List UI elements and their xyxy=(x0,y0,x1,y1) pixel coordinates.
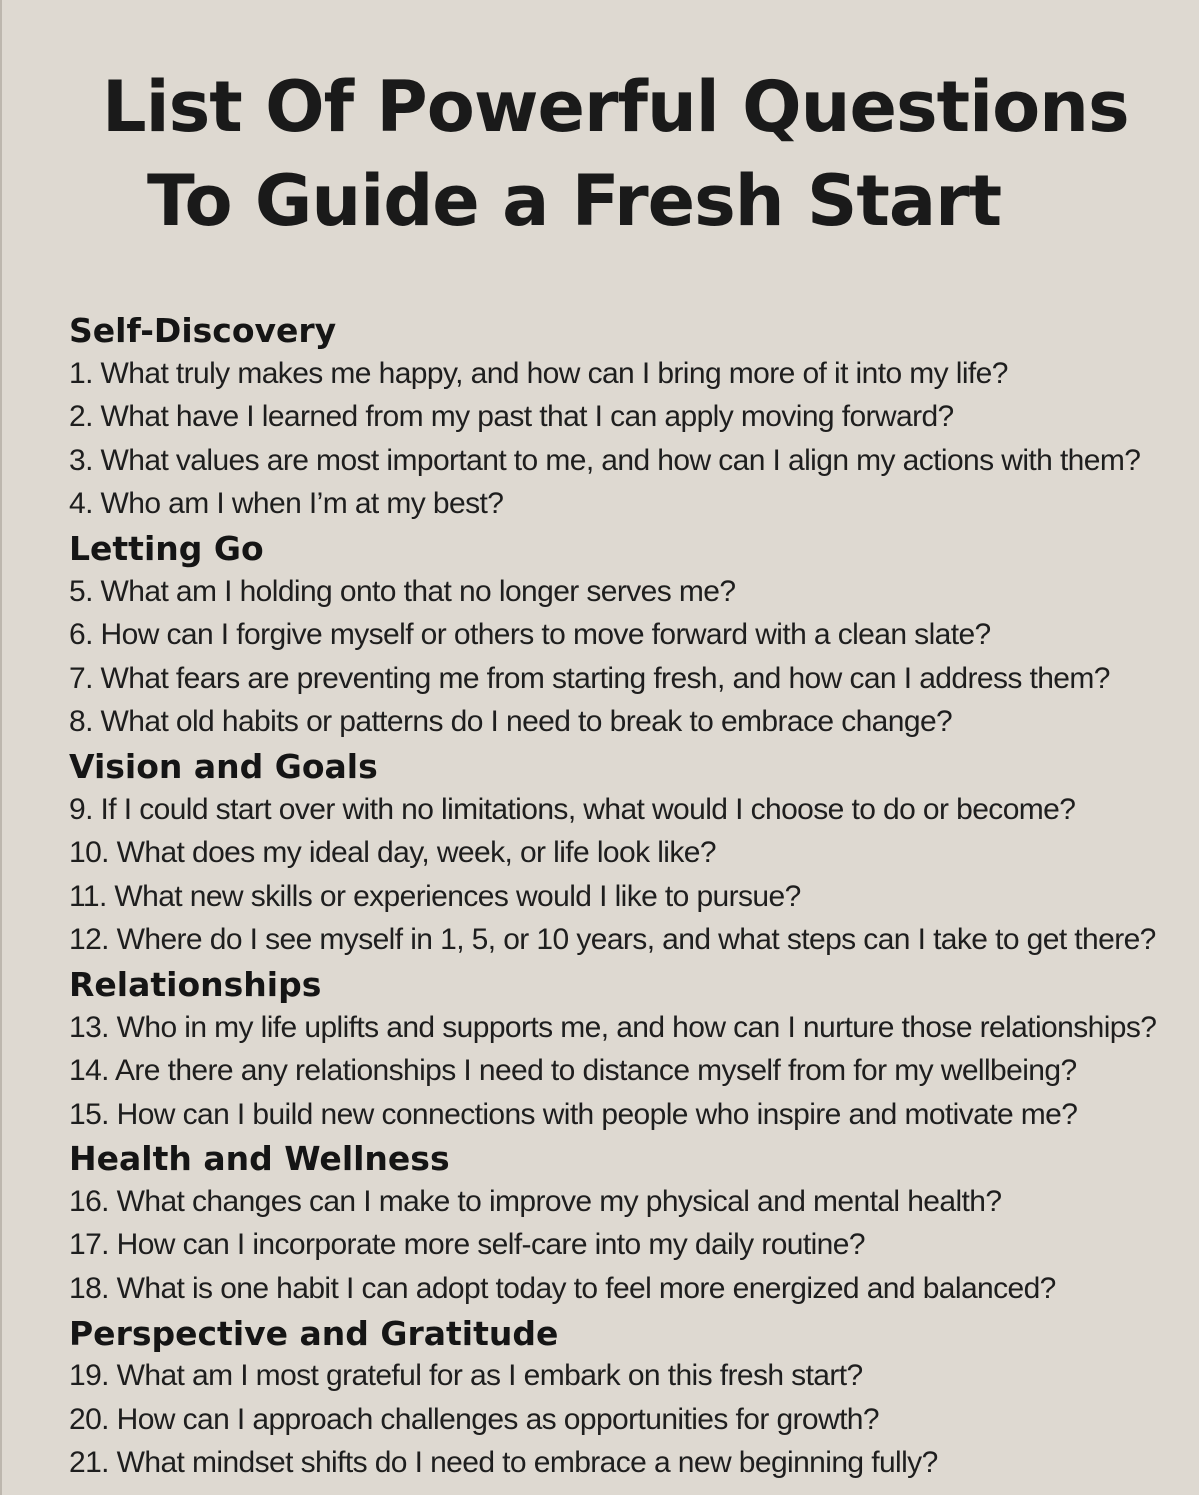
section-perspective-and-gratitude xyxy=(69,1311,1194,1485)
question-item: 2. What have I learned from my past that I can apply moving forward? xyxy=(69,400,954,434)
question-item: 16. What changes can I make to improve my physical and mental health? xyxy=(69,1184,1002,1218)
section-heading: Vision and Goals xyxy=(69,746,378,786)
section-heading: Health and Wellness xyxy=(69,1139,450,1179)
question-item: 15. How can I build new connections with people who inspire and motivate me? xyxy=(69,1097,1078,1131)
question-item: 14. Are there any relationships I need to distance myself from for my wellbeing? xyxy=(69,1054,1077,1088)
section-self-discovery xyxy=(69,308,1194,526)
question-item: 9. If I could start over with no limitations, what would I choose to do or become? xyxy=(69,792,1076,826)
question-item: 20. How can I approach challenges as opportunities for growth? xyxy=(69,1402,879,1436)
question-item: 17. How can I incorporate more self-care into my daily routine? xyxy=(69,1228,865,1262)
section-letting-go xyxy=(69,526,1194,744)
question-item: 10. What does my ideal day, week, or life look like? xyxy=(69,836,716,870)
question-item: 18. What is one habit I can adopt today to feel more energized and balanced? xyxy=(69,1272,1056,1306)
page-title xyxy=(2,60,1199,248)
section-health-and-wellness xyxy=(69,1136,1194,1310)
section-heading: Relationships xyxy=(69,964,322,1004)
question-item: 5. What am I holding onto that no longer serves me? xyxy=(69,574,736,608)
question-list xyxy=(69,308,1194,1485)
question-item: 7. What fears are preventing me from starting fresh, and how can I address them? xyxy=(69,661,1110,695)
section-heading: Letting Go xyxy=(69,528,264,568)
question-item: 3. What values are most important to me, and how can I align my actions with them? xyxy=(69,443,1141,477)
title-line-1: List Of Powerful Questions xyxy=(102,66,1129,148)
title-line-2: To Guide a Fresh Start xyxy=(147,160,1002,242)
question-item: 19. What am I most grateful for as I embark on this fresh start? xyxy=(69,1359,863,1393)
question-item: 12. Where do I see myself in 1, 5, or 10 years, and what steps can I take to get there? xyxy=(69,923,1156,957)
section-heading: Perspective and Gratitude xyxy=(69,1313,559,1353)
section-heading: Self-Discovery xyxy=(69,311,337,350)
section-vision-and-goals xyxy=(69,744,1194,962)
question-item: 4. Who am I when I’m at my best? xyxy=(69,487,504,521)
question-item: 1. What truly makes me happy, and how can I bring more of it into my life? xyxy=(69,356,1008,390)
question-item: 11. What new skills or experiences would I like to pursue? xyxy=(69,879,801,913)
section-relationships xyxy=(69,962,1194,1136)
question-item: 6. How can I forgive myself or others to move forward with a clean slate? xyxy=(69,618,991,652)
question-item: 8. What old habits or patterns do I need to break to embrace change? xyxy=(69,705,953,739)
question-item: 13. Who in my life uplifts and supports me, and how can I nurture those relationships? xyxy=(69,1010,1157,1044)
question-item: 21. What mindset shifts do I need to embrace a new beginning fully? xyxy=(69,1446,938,1480)
